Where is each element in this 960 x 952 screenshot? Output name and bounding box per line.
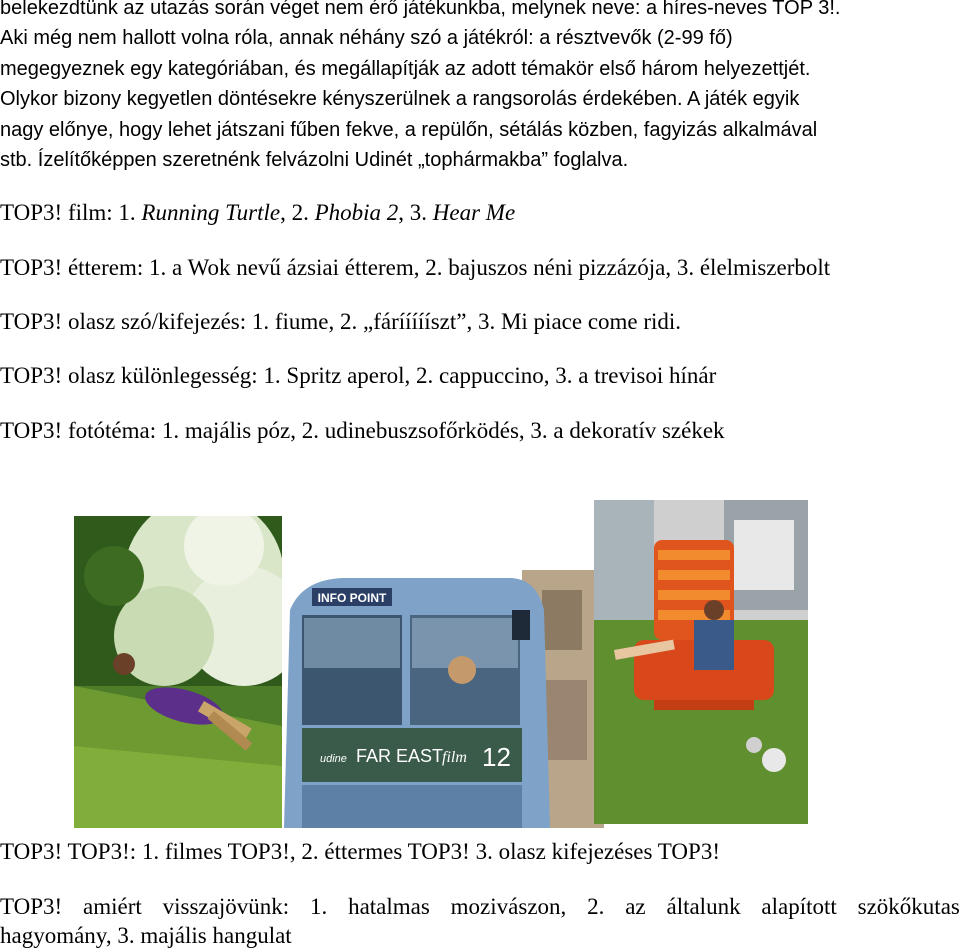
- top3-fototema: TOP3! fotótéma: 1. majális póz, 2. udinebuszsofőrködés, 3. a dekoratív székek: [0, 418, 725, 443]
- photo-bus: [282, 570, 604, 828]
- top3-film-sep1: , 2.: [280, 200, 315, 225]
- bus-info-point-sign: INFO POINT: [317, 591, 387, 605]
- photo-grass-pose-image: [74, 516, 282, 828]
- top3-film-sep2: , 3.: [398, 200, 433, 225]
- top3-film-item2: Phobia 2: [314, 200, 399, 225]
- intro-line-6: stb. Ízelítőképpen szeretnénk felvázolni Udinét „tophármakba” foglalva.: [0, 149, 629, 171]
- bus-banner-prefix: udine: [320, 753, 347, 765]
- photo-grass-pose: [74, 516, 282, 828]
- visszajovunk-word: 2.: [587, 894, 605, 919]
- intro-line-4: Olykor bizony kegyetlen döntésekre kényszerülnek a rangsorolás érdekében. A játék egyik: [0, 88, 800, 110]
- visszajovunk-word: TOP3!: [0, 894, 63, 919]
- top3-meta: TOP3! TOP3!: 1. filmes TOP3!, 2. éttermes TOP3! 3. olasz kifejezéses TOP3!: [0, 839, 720, 864]
- visszajovunk-word: 1.: [309, 894, 328, 919]
- top3-olasz-szo: TOP3! olasz szó/kifejezés: 1. fiume, 2. „fáríííííszt”, 3. Mi piace come ridi.: [0, 309, 682, 334]
- intro-line-3: megegyeznek egy kategóriában, és megállapítják az adott témakör első három helyezettjét.: [0, 58, 811, 80]
- bus-banner-number: 12: [482, 742, 511, 772]
- bus-banner-brand: FAR EAST: [356, 746, 444, 766]
- top3-film-item1: Running Turtle: [141, 200, 281, 225]
- bus-banner-film: film: [442, 749, 467, 766]
- visszajovunk-word: alapított: [761, 894, 837, 919]
- top3-etterem: TOP3! étterem: 1. a Wok nevű ázsiai étterem, 2. bajuszos néni pizzázója, 3. élelmiszerbolt: [0, 255, 831, 280]
- top3-visszajovunk-line2: hagyomány, 3. majális hangulat: [0, 923, 292, 948]
- visszajovunk-word: hatalmas: [348, 894, 430, 919]
- visszajovunk-word: általunk: [666, 894, 741, 919]
- intro-line-5: nagy előnye, hogy lehet játszani fűben fekve, a repülőn, sétálás közben, fagyizás alkalmával: [0, 119, 818, 141]
- intro-line-1: belekezdtünk az utazás során véget nem érő játékunkba, melynek neve: a híres-neves TOP 3!.: [0, 0, 841, 19]
- photo-bus-image: [282, 570, 604, 828]
- visszajovunk-word: az: [625, 894, 646, 919]
- top3-olasz-kulonlegesseg: TOP3! olasz különlegesség: 1. Spritz aperol, 2. cappuccino, 3. a trevisoi hínár: [0, 363, 717, 388]
- photo-decorative-chairs: [594, 500, 808, 824]
- top3-film-item3: Hear Me: [432, 200, 516, 225]
- visszajovunk-word: mozivászon,: [450, 894, 567, 919]
- top3-film: [0, 199, 960, 227]
- photo-decorative-chairs-image: [594, 500, 808, 824]
- visszajovunk-word: visszajövünk:: [162, 894, 290, 919]
- top3-film-prefix: TOP3! film: 1.: [0, 200, 142, 225]
- visszajovunk-word: szökőkutas: [857, 894, 960, 919]
- visszajovunk-word: amiért: [83, 894, 142, 919]
- intro-line-2: Aki még nem hallott volna róla, annak néhány szó a játékról: a résztvevők (2-99 fő): [0, 27, 733, 49]
- top3-visszajovunk-line1: [0, 893, 960, 921]
